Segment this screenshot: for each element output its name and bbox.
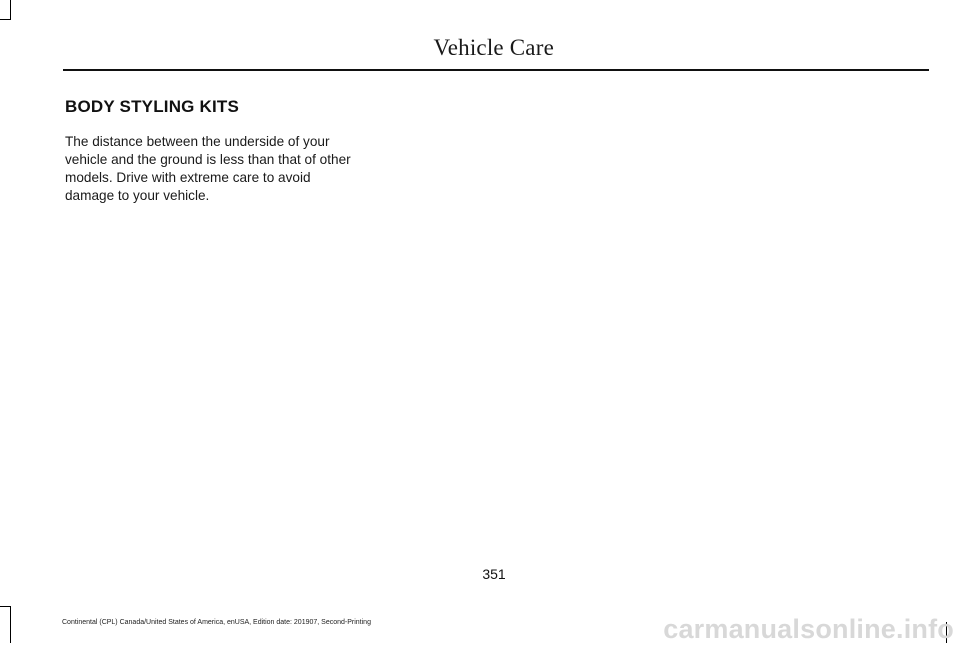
crop-mark-top-left-horizontal — [0, 19, 11, 20]
crop-mark-bottom-left-vertical — [10, 606, 11, 643]
body-paragraph: The distance between the underside of your vehicle and the ground is less than that of other models. Drive with extreme care to avoid damage to your vehicle. — [65, 134, 351, 203]
main-content — [65, 97, 355, 205]
section-heading: BODY STYLING KITS — [65, 97, 240, 116]
watermark-link[interactable]: carmanualsonline.info — [663, 614, 954, 644]
section-title: Vehicle Care — [433, 35, 554, 60]
edition-footer: Continental (CPL) Canada/United States of America, enUSA, Edition date: 201907, Second-Printing — [62, 619, 371, 626]
crop-mark-bottom-left-horizontal — [0, 606, 11, 607]
header-divider — [63, 69, 929, 71]
crop-mark-top-left-vertical — [10, 0, 11, 20]
page-number-text: 351 — [482, 566, 506, 582]
page-number — [0, 566, 960, 582]
section-header — [0, 35, 928, 61]
